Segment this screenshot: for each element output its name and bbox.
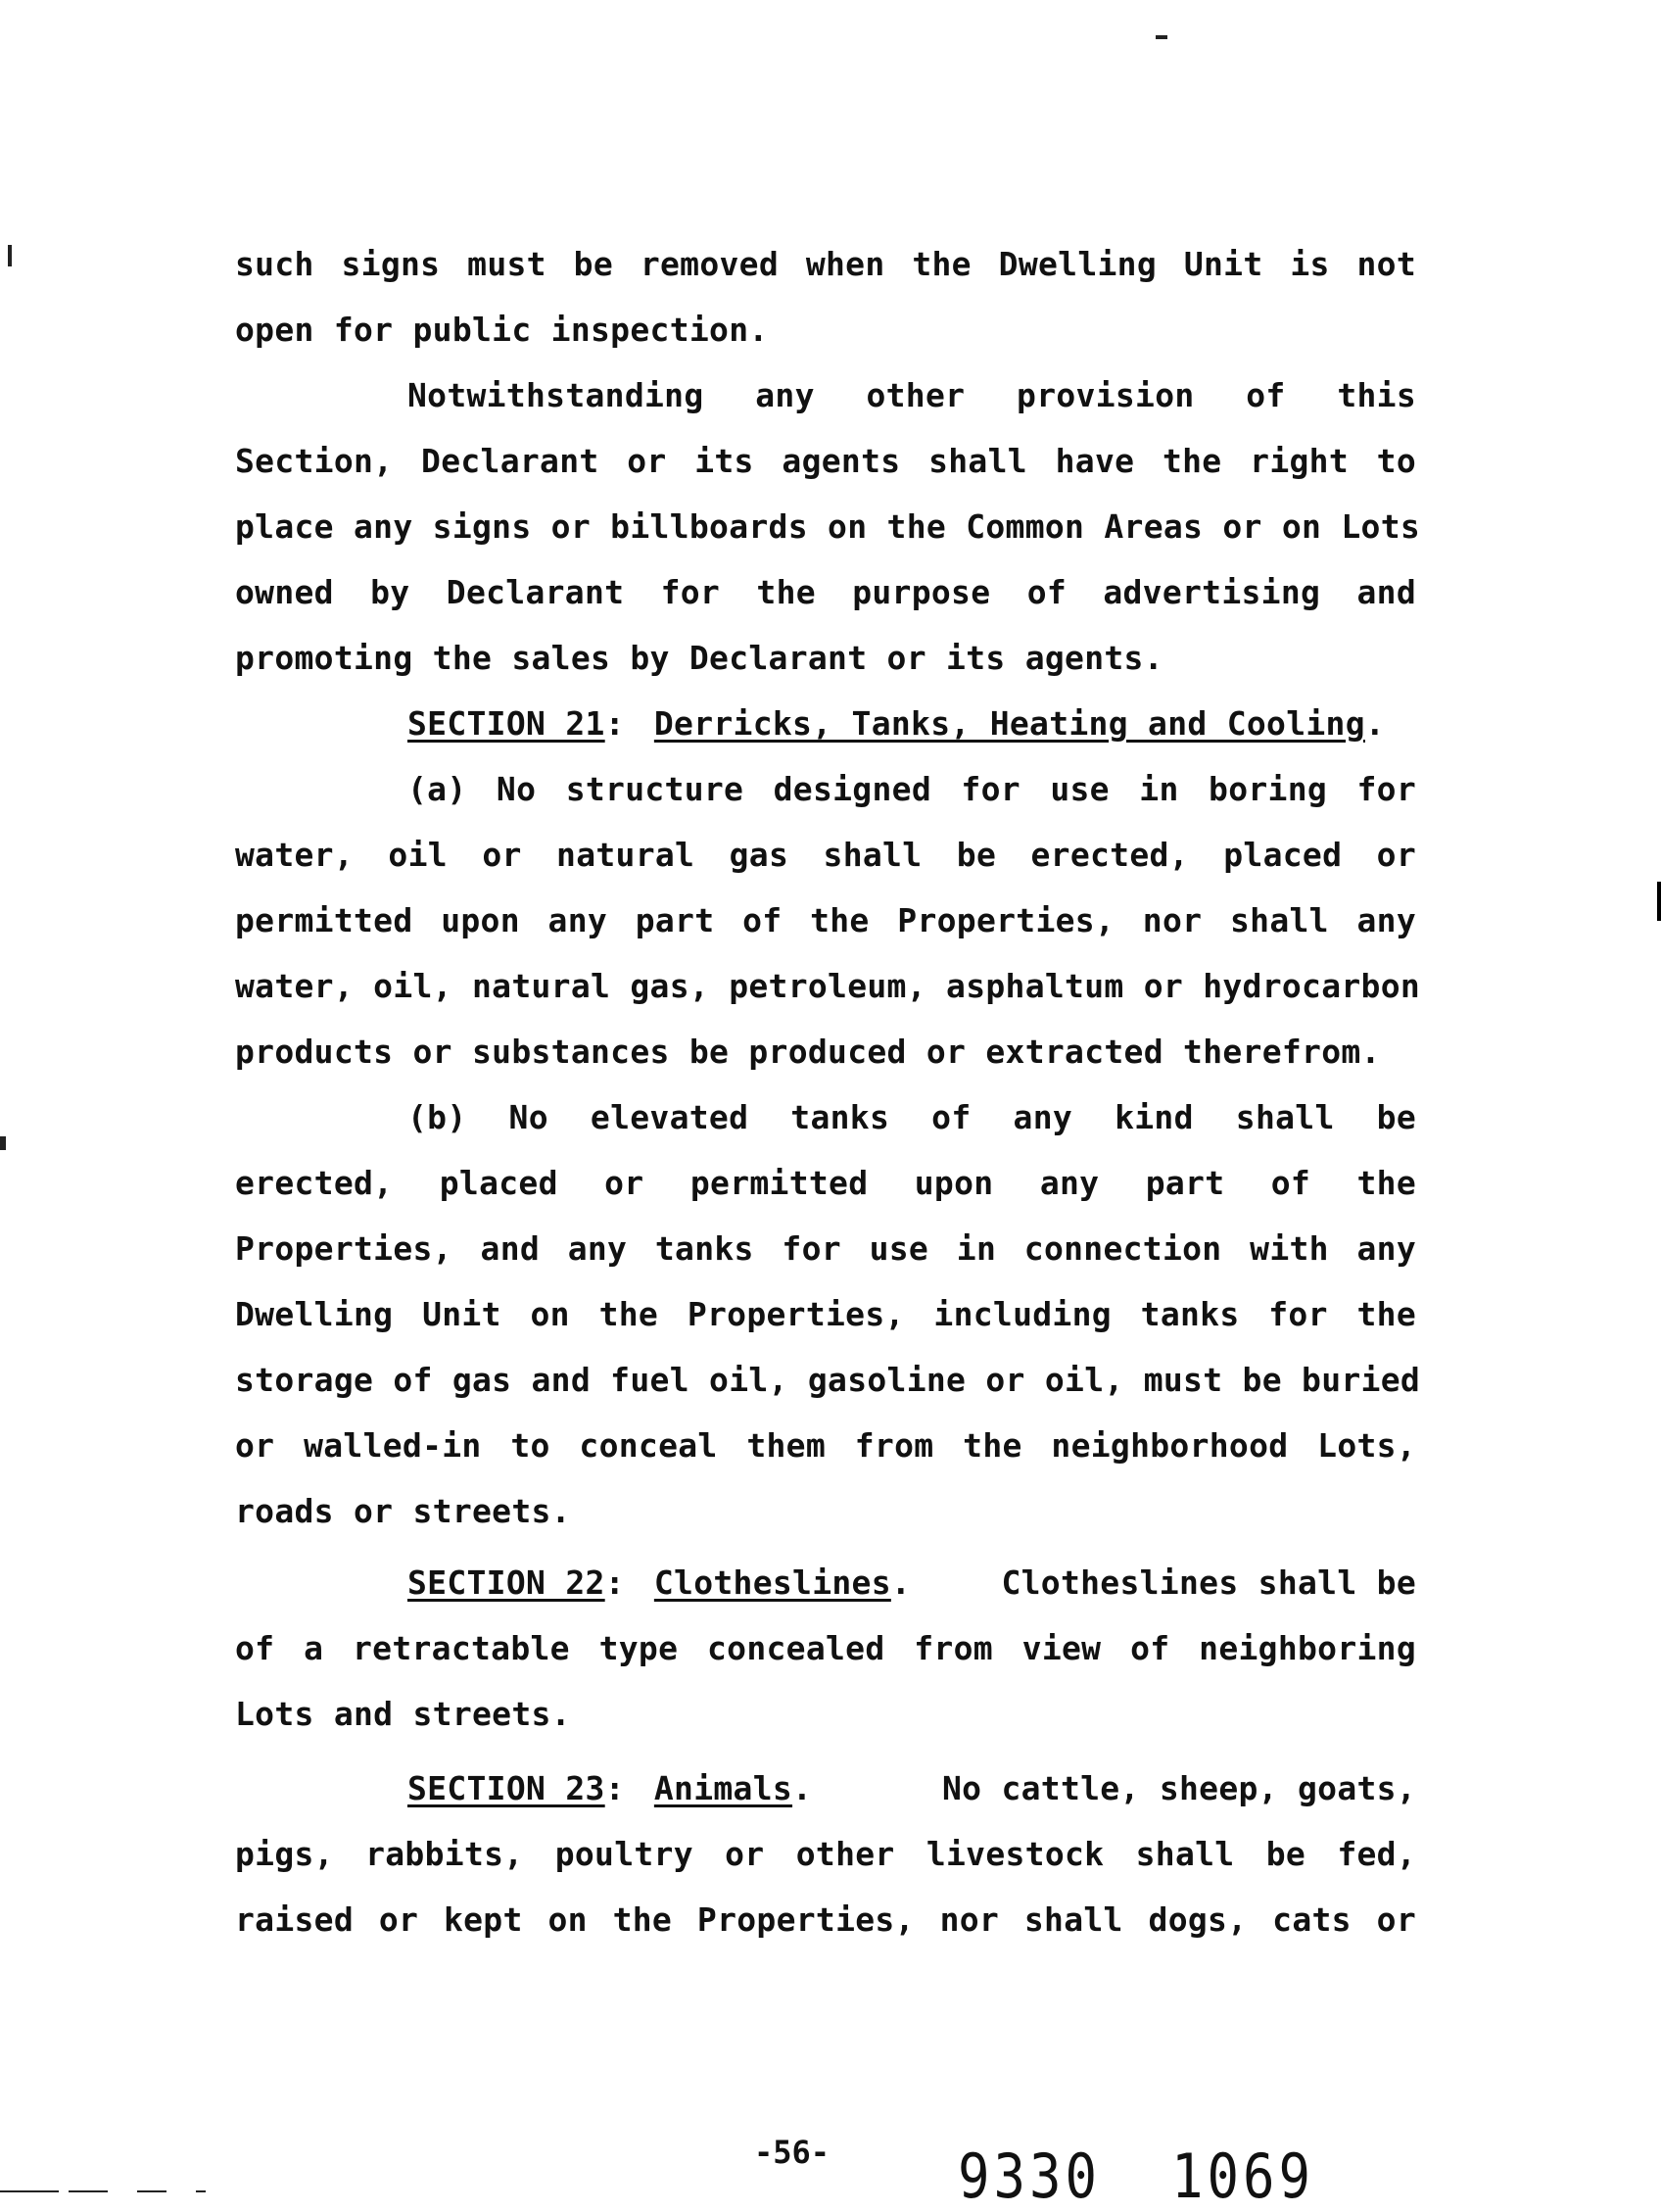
text-line: owned by Declarant for the purpose of advertising and xyxy=(235,573,1416,611)
text-line: place any signs or billboards on the Common Areas or on Lots xyxy=(235,507,1421,546)
section-22-title: Clotheslines xyxy=(653,1563,891,1602)
section-21-label: SECTION 21 xyxy=(407,704,605,743)
text-line: erected, placed or permitted upon any part of the xyxy=(235,1164,1416,1202)
scan-edge-line xyxy=(196,2190,206,2192)
page-stamp: 1069 xyxy=(1171,2140,1315,2212)
scan-speck xyxy=(8,245,12,266)
text-line: (b) No elevated tanks of any kind shall be xyxy=(407,1098,1416,1136)
text-line: water, oil or natural gas shall be erected, placed or xyxy=(235,836,1416,874)
section-22-end: . xyxy=(890,1563,912,1602)
text-line: water, oil, natural gas, petroleum, asphaltum or hydrocarbon xyxy=(235,967,1421,1005)
text-line: pigs, rabbits, poultry or other livestock shall be fed, xyxy=(235,1835,1416,1873)
section-23-title: Animals xyxy=(653,1769,793,1807)
text-line: Section, Declarant or its agents shall have the right to xyxy=(235,442,1416,480)
text-line: (a) No structure designed for use in boring for xyxy=(407,770,1416,808)
section-22-label: SECTION 22 xyxy=(407,1563,605,1602)
section-23-end: . xyxy=(792,1769,813,1807)
page-number: -56- xyxy=(754,2134,830,2171)
text-line: products or substances be produced or extracted therefrom. xyxy=(235,1033,1381,1071)
section-21-heading xyxy=(407,702,1416,745)
section-21-colon: : xyxy=(604,704,625,743)
section-22-colon: : xyxy=(604,1563,625,1602)
section-22-heading xyxy=(407,1562,1416,1605)
text-line: Properties, and any tanks for use in connection with any xyxy=(235,1229,1416,1268)
section-23-heading xyxy=(407,1767,1416,1810)
book-stamp: 9330 xyxy=(958,2140,1102,2212)
scan-edge-mark xyxy=(1657,882,1661,921)
section-23-colon: : xyxy=(604,1769,625,1807)
text-line: open for public inspection. xyxy=(235,311,769,349)
section-21-title: Derricks, Tanks, Heating and Cooling xyxy=(653,704,1365,743)
section-22-text: Clotheslines shall be xyxy=(1001,1563,1416,1602)
scan-speck xyxy=(1156,35,1167,39)
scan-edge-line xyxy=(0,2190,59,2192)
text-line: of a retractable type concealed from view of neighboring xyxy=(235,1629,1416,1667)
text-line: Lots and streets. xyxy=(235,1695,571,1733)
section-21-end: . xyxy=(1364,704,1386,743)
text-line: Dwelling Unit on the Properties, including tanks for the xyxy=(235,1295,1416,1333)
text-line: storage of gas and fuel oil, gasoline or oil, must be buried xyxy=(235,1361,1421,1399)
text-line: permitted upon any part of the Properties, nor shall any xyxy=(235,901,1416,939)
text-line: roads or streets. xyxy=(235,1492,571,1530)
section-23-text: No cattle, sheep, goats, xyxy=(941,1769,1416,1807)
scan-edge-line xyxy=(137,2190,166,2192)
text-line: raised or kept on the Properties, nor shall dogs, cats or xyxy=(235,1900,1416,1939)
text-line: promoting the sales by Declarant or its agents. xyxy=(235,639,1163,677)
text-line: such signs must be removed when the Dwelling Unit is not xyxy=(235,245,1416,283)
text-line: Notwithstanding any other provision of this xyxy=(407,376,1416,414)
section-23-label: SECTION 23 xyxy=(407,1769,605,1807)
scan-speck xyxy=(0,1136,6,1150)
text-line: or walled-in to conceal them from the neighborhood Lots, xyxy=(235,1426,1416,1465)
scan-edge-line xyxy=(69,2190,108,2192)
